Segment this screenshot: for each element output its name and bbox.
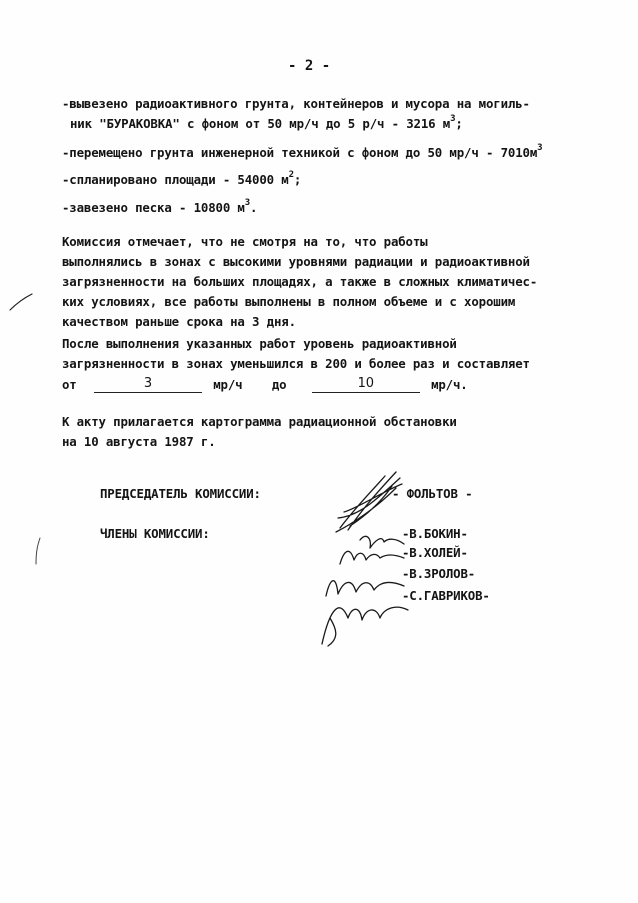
member-name-4: -С.ГАВРИКОВ- — [402, 588, 490, 603]
chairman-name: - ФОЛЬТОВ - — [392, 486, 473, 501]
paragraph1-line-5: качеством раньше срока на 3 дня. — [62, 314, 296, 329]
member-signature-3 — [326, 581, 404, 596]
paragraph2-line-1: После выполнения указанных работ уровень радиоактивной — [62, 336, 457, 351]
member-name-3: -В.ЗРОЛОВ- — [402, 566, 476, 581]
margin-mark-2 — [30, 534, 46, 570]
member-signature-4 — [322, 607, 408, 646]
body-line-4: -спланировано площади - 54000 $м^2$; — [62, 169, 302, 187]
chairman-label: ПРЕДСЕДАТЕЛЬ КОМИССИИ: — [100, 486, 261, 501]
body-line-2: ник "БУРАКОВКА" с фоном от 50 мр/ч до 5 р/ч - 3216 $м^3$; — [70, 113, 463, 131]
range-line: от 3 мр/ч до 10 мр/ч. — [62, 376, 468, 392]
attachment-line-1: К акту прилагается картограмма радиационной обстановки — [62, 414, 457, 429]
member-name-2: -В.ХОЛЕЙ- — [402, 545, 468, 560]
paragraph2-line-2: загрязненности в зонах уменьшился в 200 и более раз и составляет — [62, 356, 530, 371]
paragraph1-line-3: загрязненности на больших площадях, а также в сложных климатичес- — [62, 274, 538, 289]
margin-mark — [6, 290, 36, 314]
member-signature-1 — [360, 536, 404, 548]
paragraph1-line-2: выполнялись в зонах с высокими уровнями радиации и радиоактивной — [62, 254, 530, 269]
paragraph1-line-1: Комиссия отмечает, что не смотря на то, что работы — [62, 234, 428, 249]
from-value-field: 3 — [94, 376, 202, 393]
members-label: ЧЛЕНЫ КОМИССИИ: — [100, 526, 210, 541]
member-name-1: -В.БОКИН- — [402, 526, 468, 541]
to-value-field: 10 — [312, 376, 420, 393]
chairman-signature — [336, 472, 402, 532]
signatures — [300, 468, 440, 668]
body-line-1: -вывезено радиоактивного грунта, контейнеров и мусора на могиль- — [62, 96, 530, 111]
attachment-line-2: на 10 августа 1987 г. — [62, 434, 216, 449]
member-signature-2 — [340, 551, 404, 564]
page-number-text: - 2 - — [288, 58, 331, 74]
page-number — [288, 58, 330, 74]
paragraph1-line-4: ких условиях, все работы выполнены в полном объеме и с хорошим — [62, 294, 516, 309]
body-line-5: -завезено песка - 10800 $м^3$. — [62, 197, 258, 215]
body-line-3: -перемещено грунта инженерной техникой с фоном до 50 $мр/ч - 7010м^3$ — [62, 142, 543, 160]
